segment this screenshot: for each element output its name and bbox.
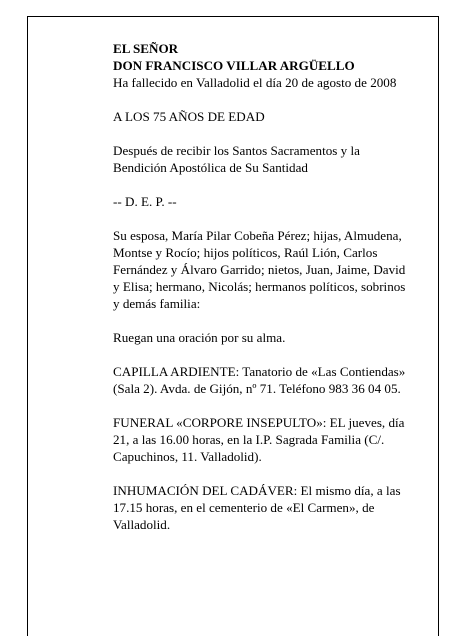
funeral-line: Capuchinos, 11. Valladolid).: [113, 449, 262, 464]
age-text: A LOS 75 AÑOS DE EDAD: [113, 109, 265, 124]
chapel-line: CAPILLA ARDIENTE: Tanatorio de «Las Contiendas»: [113, 364, 406, 379]
death-notice: Ha fallecido en Valladolid el día 20 de agosto de 2008: [113, 75, 397, 90]
chapel-line: (Sala 2). Avda. de Gijón, nº 71. Teléfono 983 36 04 05.: [113, 381, 401, 396]
burial-line: Valladolid.: [113, 517, 171, 532]
funeral-line: 21, a las 16.00 horas, en la I.P. Sagrada Familia (C/.: [113, 432, 385, 447]
sacraments-block: [113, 142, 423, 176]
heading-block: [113, 40, 423, 91]
dep-block: [113, 193, 423, 210]
family-line: y Elisa; hermano, Nicolás; hermanos políticos, sobrinos: [113, 279, 406, 294]
chapel-block: [113, 363, 423, 397]
sacraments-line: Bendición Apostólica de Su Santidad: [113, 160, 308, 175]
burial-line: 17.15 horas, en el cementerio de «El Carmen», de: [113, 500, 375, 515]
age-block: [113, 108, 423, 125]
prayer-text: Ruegan una oración por su alma.: [113, 330, 286, 345]
family-line: Montse y Rocío; hijos políticos, Raúl Lión, Carlos: [113, 245, 378, 260]
funeral-line: FUNERAL «CORPORE INSEPULTO»: EL jueves, día: [113, 415, 405, 430]
burial-block: [113, 482, 423, 533]
heading-line-1: EL SEÑOR: [113, 41, 179, 56]
family-line: Fernández y Álvaro Garrido; nietos, Juan, Jaime, David: [113, 262, 406, 277]
deceased-name: DON FRANCISCO VILLAR ARGÜELLO: [113, 58, 355, 73]
burial-line: INHUMACIÓN DEL CADÁVER: El mismo día, a las: [113, 483, 401, 498]
family-block: [113, 227, 423, 312]
family-line: Su esposa, María Pilar Cobeña Pérez; hijas, Almudena,: [113, 228, 402, 243]
prayer-block: [113, 329, 423, 346]
obituary-notice: [113, 40, 423, 550]
family-line: y demás familia:: [113, 296, 201, 311]
funeral-block: [113, 414, 423, 465]
sacraments-line: Después de recibir los Santos Sacramentos y la: [113, 143, 360, 158]
dep-text: -- D. E. P. --: [113, 194, 177, 209]
